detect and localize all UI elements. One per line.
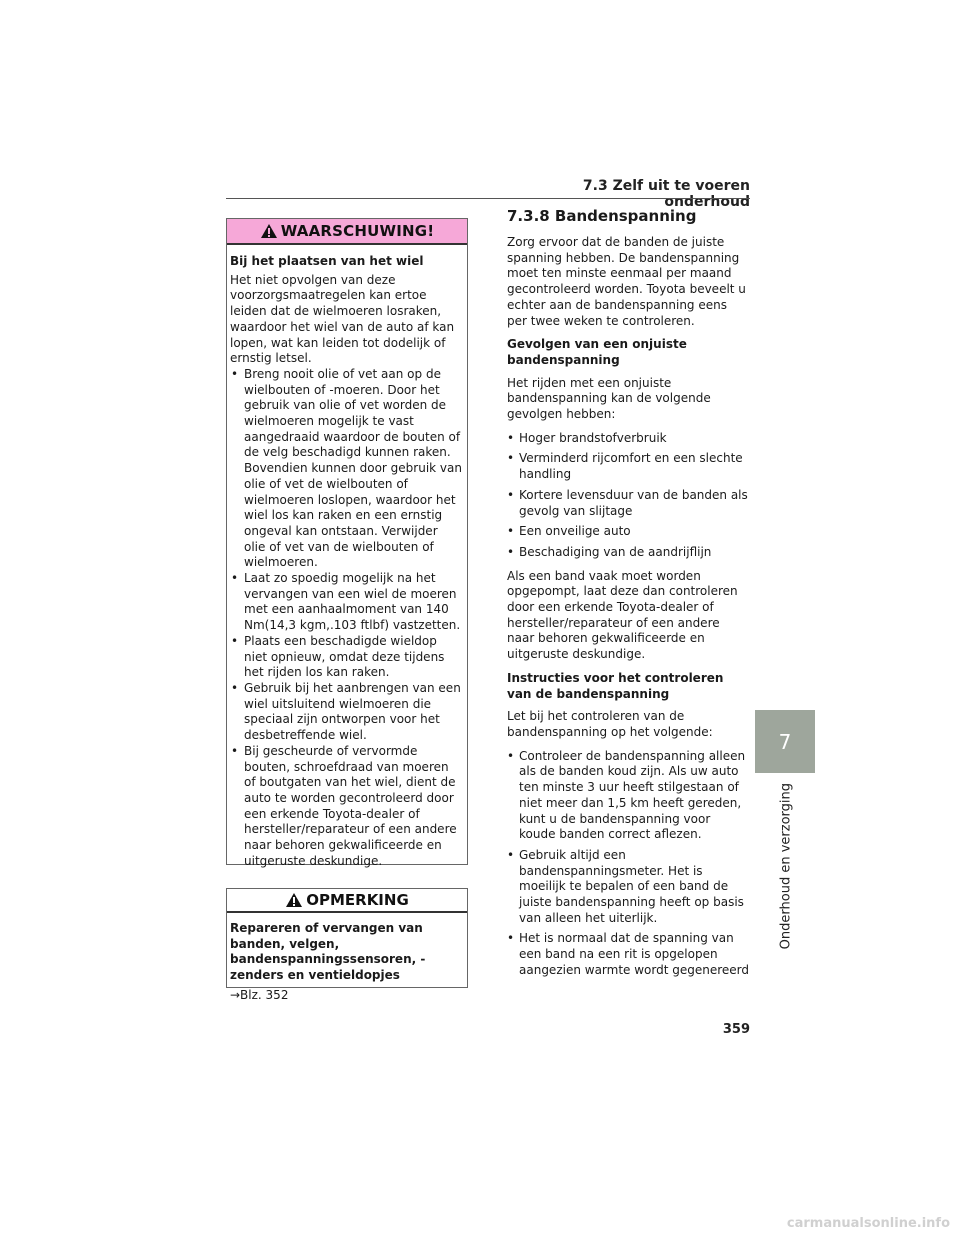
- list-item: • Hoger brandstofverbruik: [507, 431, 749, 447]
- list-item: • Beschadiging van de aandrijflijn: [507, 545, 749, 561]
- note-heading: Repareren of vervangen van banden, velgen, bandenspanningssensoren, -zenders en ventieldopjes: [230, 921, 426, 983]
- warning-item: • Bij gescheurde of vervormde bouten, schroefdraad van moeren of boutgaten van het wiel, dient de auto te worden gecontroleerd door een erkende Toyota-dealer of hersteller/reparateur of een andere naar behoren gekwalificeerde en uitgeruste deskundige.: [230, 744, 462, 870]
- section-intro: Zorg ervoor dat de banden de juiste spanning hebben. De bandenspanning moet ten minste eenmaal per maand gecontroleerd worden. Toyota beveelt u echter aan de bandenspanning eens per twee weken te controleren.: [507, 235, 746, 328]
- list-item: • Het is normaal dat de spanning van een band na een rit is opgelopen aangezien warmte wordt gegenereerd: [507, 931, 749, 978]
- note-box: [226, 888, 468, 1002]
- warning-box: [226, 218, 468, 868]
- list-item: • Een onveilige auto: [507, 524, 749, 540]
- list-item: • Kortere levensduur van de banden als gevolg van slijtage: [507, 488, 749, 519]
- watermark: carmanualsonline.info: [786, 1216, 950, 1231]
- list-item: • Controleer de bandenspanning alleen als de banden koud zijn. Als uw auto ten minste 3 uur heeft stilgestaan of niet meer dan 1,5 km heeft gereden, kunt u de bandenspanning voor koude banden correct aflezen.: [507, 749, 749, 843]
- warning-triangle-icon: [285, 892, 303, 908]
- section-title: 7.3.8 Bandenspanning: [507, 207, 697, 225]
- chapter-label: [766, 783, 806, 950]
- page-reference-link[interactable]: →Blz. 352: [230, 987, 289, 1002]
- header-divider: [226, 198, 750, 199]
- subsection-intro: Let bij het controleren van de bandenspanning op het volgende:: [507, 709, 713, 739]
- list-item: • Gebruik altijd een bandenspanningsmeter. Het is moeilijk te bepalen of een band de juiste bandenspanning heeft op basis van alleen het uiterlijk.: [507, 848, 749, 927]
- note-header: [227, 889, 467, 913]
- section-header-title: 7.3 Zelf uit te voeren onderhoud: [582, 178, 750, 210]
- page-number: 359: [722, 1022, 750, 1037]
- subsection-intro: Het rijden met een onjuiste bandenspanning kan de volgende gevolgen hebben:: [507, 375, 711, 422]
- warning-header: [227, 219, 467, 245]
- warning-triangle-icon: [260, 223, 278, 239]
- note-title: OPMERKING: [306, 891, 409, 909]
- chapter-number: 7: [778, 729, 792, 754]
- chapter-tab[interactable]: [755, 710, 815, 773]
- warning-intro: Het niet opvolgen van deze voorzorgsmaatregelen kan ertoe leiden dat de wielmoeren losraken, waardoor het wiel van de auto af kan lopen, wat kan leiden tot dodelijk of ernstig letsel.: [230, 272, 455, 366]
- subsection-heading: Gevolgen van een onjuiste bandenspanning: [507, 337, 687, 367]
- warning-item: • Plaats een beschadigde wieldop niet opnieuw, omdat deze tijdens het rijden los kan raken.: [230, 634, 462, 681]
- warning-item: • Breng nooit olie of vet aan op de wielbouten of -moeren. Door het gebruik van olie of vet worden de wielmoeren mogelijk te vast aangedraaid waardoor de bouten of de velg beschadigd kunnen raken. Bovendien kunnen door gebruik van olie of vet de wielbouten of wielmoeren loslopen, waardoor het wiel los kan raken en een ernstig ongeval kan ontstaan. Verwijder olie of vet van de wielbouten of wielmoeren.: [230, 367, 462, 571]
- main-content-column: [507, 206, 749, 987]
- list-item: • Verminderd rijcomfort en een slechte handling: [507, 451, 749, 482]
- warning-item: • Gebruik bij het aanbrengen van een wiel uitsluitend wielmoeren die speciaal zijn ontworpen voor het desbetreffende wiel.: [230, 681, 462, 744]
- warning-heading: Bij het plaatsen van het wiel: [230, 254, 424, 268]
- warning-item: • Laat zo spoedig mogelijk na het vervangen van een wiel de moeren met een aanhaalmoment van 140 Nm(14,3 kgm,.103 ftlbf) vastzetten.: [230, 571, 462, 634]
- subsection-heading: Instructies voor het controleren van de bandenspanning: [507, 670, 724, 701]
- warning-title: WAARSCHUWING!: [280, 222, 435, 240]
- chapter-label-text: Onderhoud en verzorging: [778, 783, 794, 950]
- subsection-paragraph: Als een band vaak moet worden opgepompt, laat deze dan controleren door een erkende Toyota-dealer of hersteller/reparateur of een andere naar behoren gekwalificeerde en uitgeruste deskundige.: [507, 568, 738, 662]
